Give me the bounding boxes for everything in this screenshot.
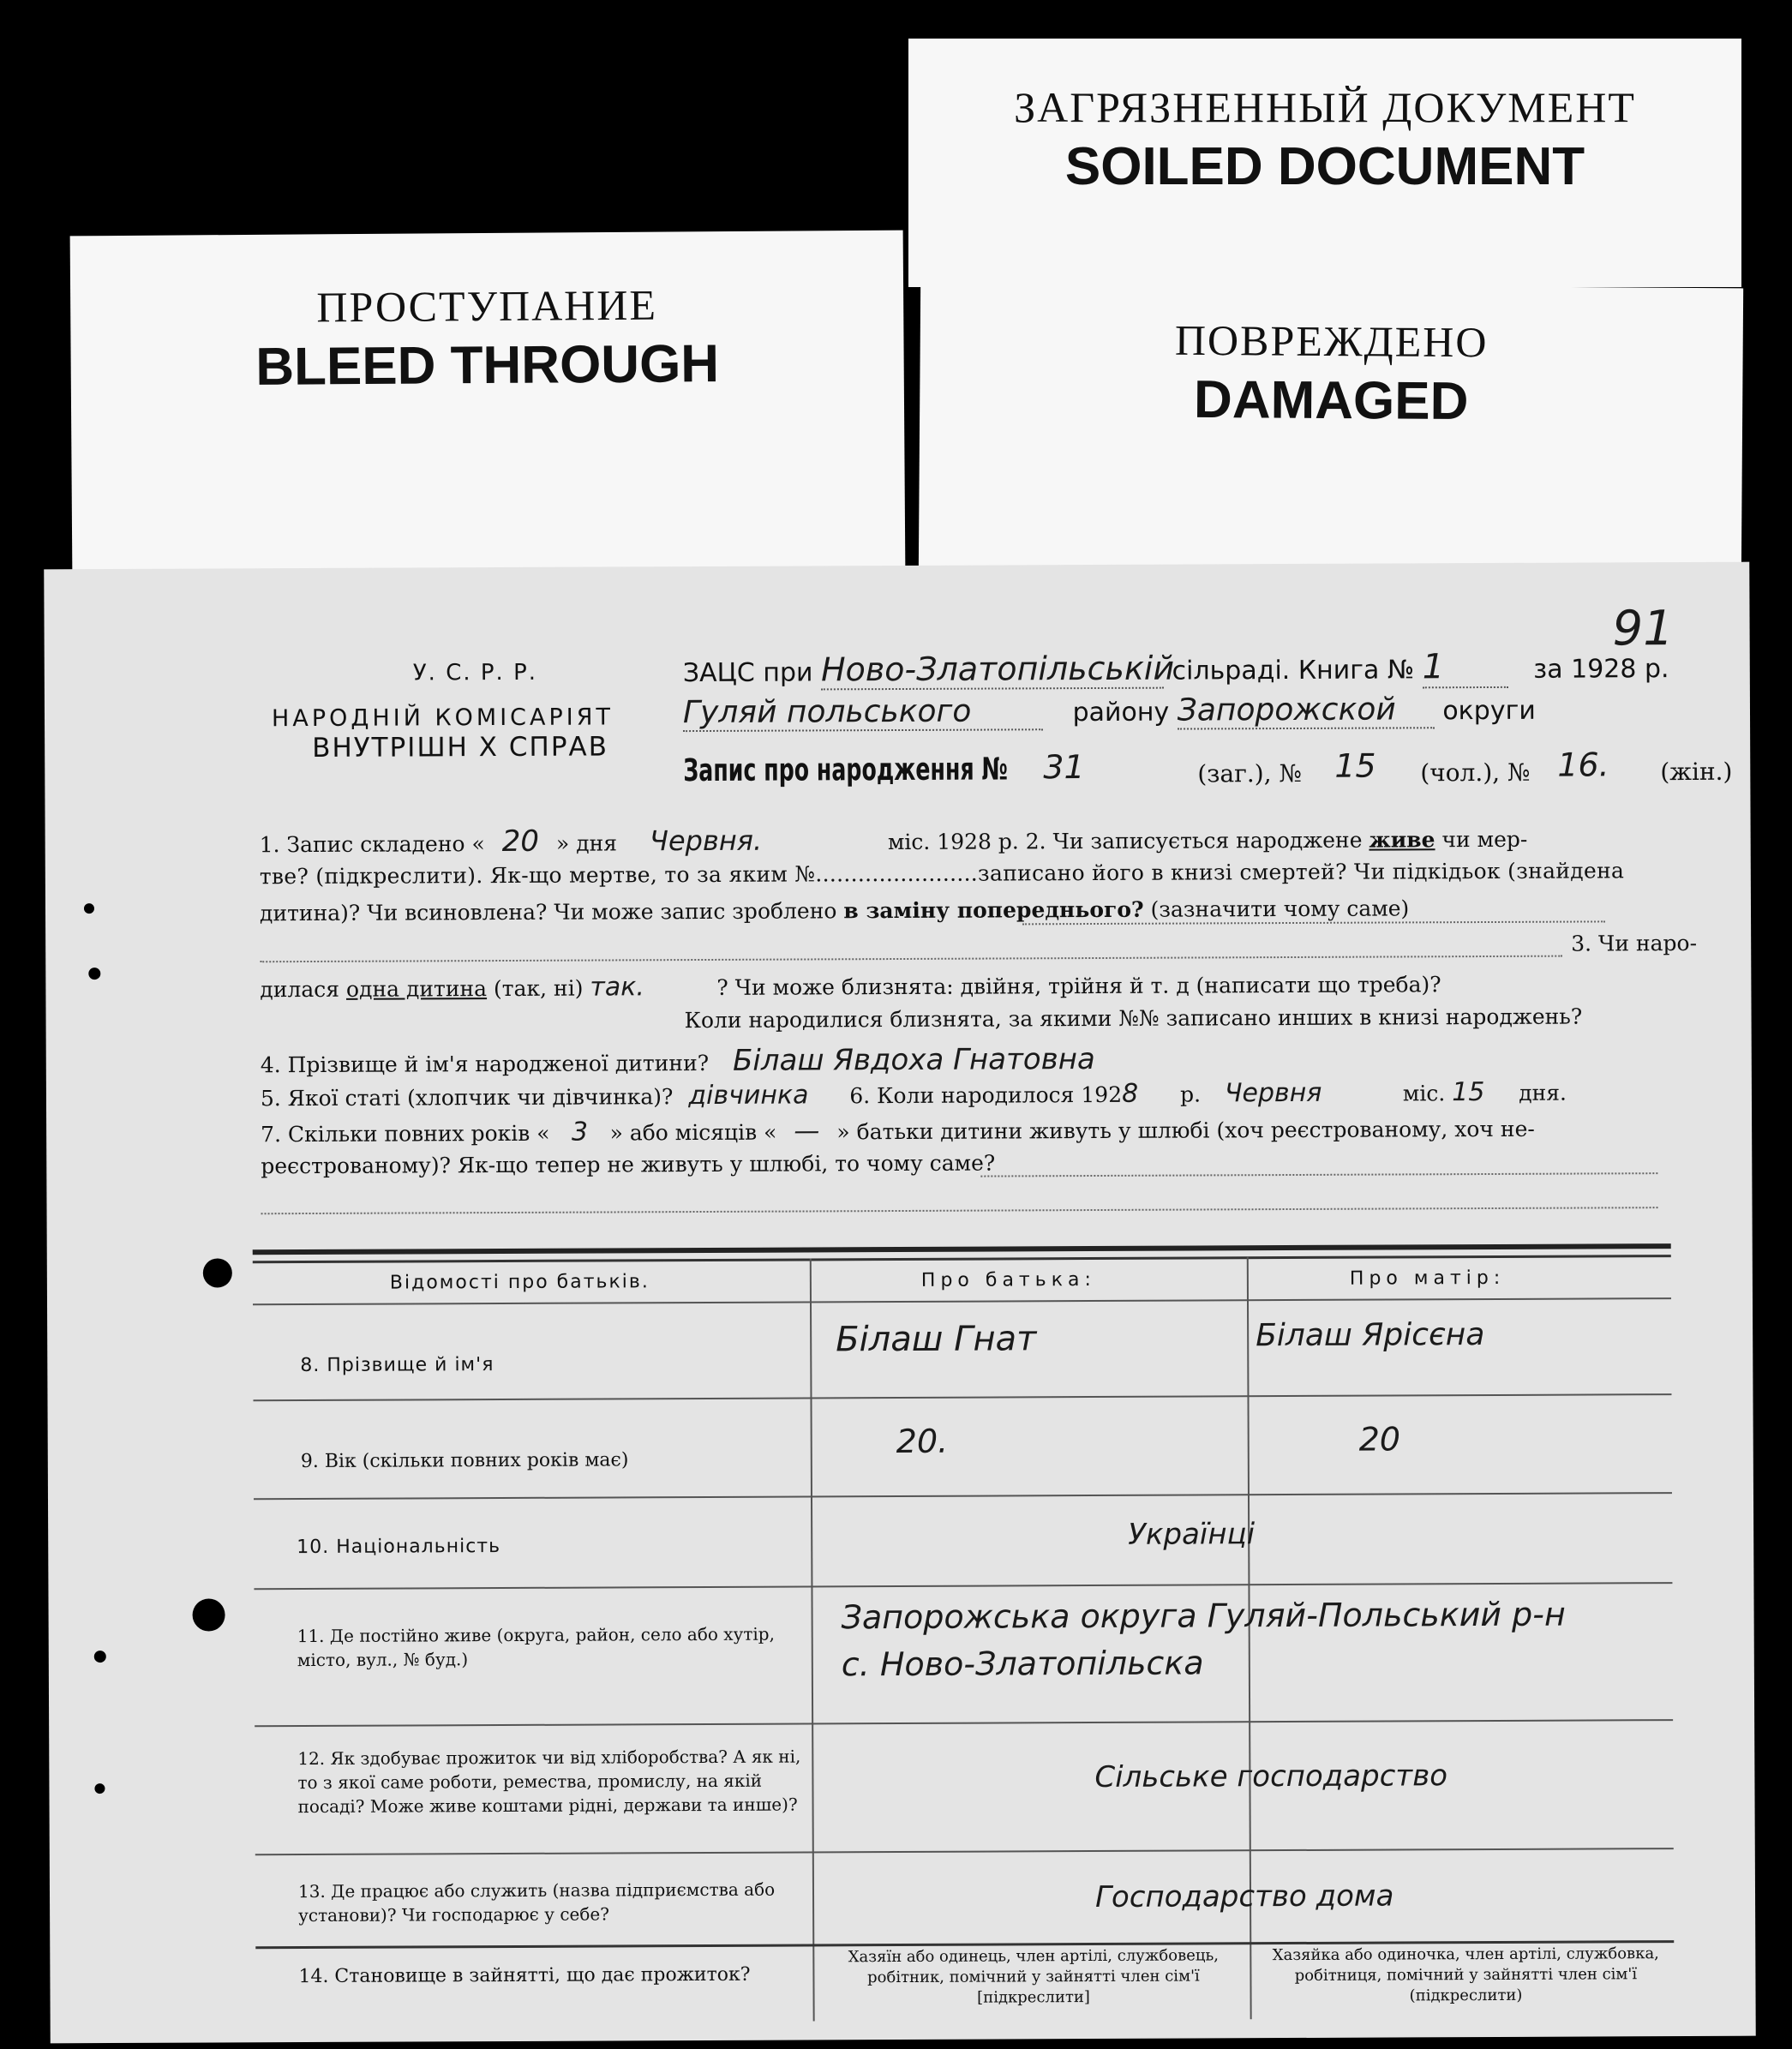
usrr-label: У. С. Р. Р.: [412, 659, 538, 686]
female-number: 16.: [1557, 746, 1609, 784]
l5-b: (так, ні): [493, 975, 584, 1002]
row-8-rule: [253, 1393, 1671, 1401]
mother-name: Білаш Ярісєна: [1256, 1317, 1485, 1354]
record-day: 20: [501, 824, 540, 860]
year-label: за 1928 р.: [1533, 654, 1669, 685]
marriage-years: 3: [571, 1117, 589, 1147]
punch-mark-3: [94, 1651, 106, 1663]
line-10: реєстрованому)? Як-що тепер не живуть у шлюбі, то чому саме?: [261, 1150, 996, 1179]
punch-mark-2: [88, 968, 100, 980]
row-10-rule: [254, 1582, 1672, 1590]
l1-c: міс. 1928 р. 2. Чи записується народжене: [887, 827, 1363, 855]
soiled-document-card: [908, 39, 1741, 287]
mother-age: 20: [1358, 1420, 1401, 1459]
district-label: району: [1072, 697, 1170, 728]
table-header-info: Відомості про батьків.: [389, 1271, 650, 1294]
table-header-mother: Про матір:: [1349, 1267, 1506, 1290]
record-month: Червня.: [649, 824, 763, 858]
workplace: Господарство дома: [1094, 1878, 1394, 1915]
page-number: 91: [1612, 601, 1674, 657]
line-3: [260, 896, 1409, 926]
bleed-label-en: BLEED THROUGH: [255, 334, 720, 397]
row-11-label: 11. Де постійно живе (округа, район, село або хутір, місто, вул., № буд.): [297, 1623, 775, 1671]
l1-alive: живе: [1369, 827, 1435, 853]
table-top-rule: [253, 1243, 1671, 1255]
record-title-line: [683, 746, 1746, 796]
table-header-rule: [253, 1297, 1671, 1305]
zhin-label: (жін.): [1660, 757, 1733, 787]
line-1: [260, 820, 1528, 860]
table-top-rule-2: [253, 1255, 1671, 1263]
birth-record-form: [44, 562, 1755, 2044]
row-14-label: 14. Становище в зайнятті, що дає прожиток?: [298, 1963, 751, 1988]
birth-day: 15: [1452, 1077, 1485, 1108]
zags-prefix: ЗАЦС при: [682, 657, 813, 689]
l9-c: » батьки дитини живуть у шлюбі (хоч реєстрованому, хоч не-: [836, 1116, 1535, 1145]
okruha-field: Запорожской: [1178, 692, 1435, 729]
punch-mark-4: [94, 1783, 105, 1794]
soiled-label-ru: ЗАГРЯЗНЕННЫЙ ДОКУМЕНТ: [1014, 83, 1636, 131]
l8-e: дня.: [1519, 1080, 1567, 1105]
l5-c: ? Чи може близнята: двійня, трійня й т. д (написати що треба)?: [716, 972, 1441, 1000]
okruha-label: округи: [1442, 695, 1536, 727]
l8-b: 6. Коли народилося 192: [849, 1081, 1123, 1109]
binding-hole-1: [203, 1258, 232, 1287]
punch-mark-1: [84, 903, 94, 914]
birth-year-digit: 8: [1122, 1078, 1139, 1109]
mother-occupation-options: Хазяйка або одиночка, член артілі, службовка, робітниця, помічний у зайнятті член сім'ї (підкреслити): [1272, 1944, 1659, 2005]
line-2: тве? (підкреслити). Як-що мертве, то за яким №.......................записано його в книзі смертей? Чи підкідьок (знайдена: [259, 858, 1625, 890]
child-sex: дівчинка: [688, 1080, 809, 1111]
line-5: [260, 968, 1441, 1004]
line-8: [261, 1077, 1567, 1113]
nationality: Українці: [1128, 1517, 1256, 1552]
line-10-dots: [980, 1172, 1657, 1177]
l3-bold: в заміну попереднього?: [843, 896, 1144, 924]
l3-a: дитина)? Чи всиновлена? Чи може запис зроблено: [259, 898, 837, 926]
l1-b: » дня: [555, 830, 618, 856]
father-age: 20.: [896, 1422, 949, 1461]
line-11-dots: [261, 1207, 1658, 1214]
row-10-label: 10. Національність: [297, 1536, 501, 1559]
male-number: 15: [1334, 746, 1376, 785]
row-9-label: 9. Вік (скільки повних років має): [300, 1449, 629, 1473]
book-number-field: 1: [1423, 647, 1508, 688]
bleed-through-card: [70, 231, 906, 579]
commissariat-line1: НАРОДНІЙ КОМІСАРІЯТ: [271, 704, 614, 733]
damaged-label-ru: ПОВРЕЖДЕНО: [1174, 315, 1489, 367]
child-name: Білаш Явдоха Гнатовна: [732, 1042, 1095, 1078]
l8-a: 5. Якої статі (хлопчик чи дівчинка)?: [260, 1084, 674, 1111]
row-8-label: 8. Прізвище й ім'я: [300, 1354, 494, 1377]
l5-a: дилася: [260, 976, 340, 1003]
l1-d: чи мер-: [1441, 826, 1528, 853]
bleed-label-ru: ПРОСТУПАНИЕ: [316, 280, 658, 332]
row-13-label: 13. Де працює або служить (назва підприємства або установи)? Чи господарює у себе?: [297, 1878, 776, 1926]
table-col-divider-1: [810, 1258, 815, 2021]
marriage-months: —: [794, 1116, 820, 1147]
table-header-father: Про батька:: [920, 1269, 1096, 1291]
line-4: 3. Чи наро-: [1571, 930, 1698, 956]
l9-a: 7. Скільки повних років «: [261, 1120, 550, 1147]
l9-b: » або місяців «: [609, 1119, 777, 1146]
row-9-rule: [254, 1492, 1672, 1500]
row-12-label: 12. Як здобуває прожиток чи від хліборобства? А як ні, то з якої саме роботи, ремества, промислу, на якій посаді? Може живе коштами рідні, держави та инше)?: [297, 1746, 801, 1818]
birth-month: Червня: [1224, 1077, 1322, 1109]
district-line: [683, 692, 1536, 732]
line-7: [261, 1042, 1095, 1080]
line-4-dots: [260, 956, 1562, 963]
district-field: Гуляй польського: [683, 693, 1043, 732]
record-title: Запис про народження №: [683, 752, 1008, 789]
l1-a: 1. Запис складено «: [259, 831, 485, 858]
l8-c: р.: [1179, 1081, 1202, 1107]
l8-d: міс.: [1402, 1081, 1446, 1106]
line-6: Коли народилися близнята, за якими №№ записано инших в книзі народжень?: [684, 1004, 1583, 1033]
binding-hole-2: [193, 1598, 225, 1631]
residence-line-1: Запорожська округа Гуляй-Польський р-н: [841, 1595, 1566, 1637]
record-number: 31: [1043, 748, 1085, 787]
row-11-rule: [255, 1719, 1673, 1727]
damaged-label-en: DAMAGED: [1193, 369, 1469, 432]
damaged-card: [919, 283, 1743, 580]
chol-label: (чол.), №: [1420, 758, 1531, 788]
line-9: [261, 1113, 1535, 1148]
l7-label: 4. Прізвище й ім'я народженої дитини?: [260, 1050, 710, 1078]
father-name: Білаш Гнат: [836, 1319, 1037, 1360]
livelihood: Сільське господарство: [1094, 1758, 1448, 1795]
commissariat-line2: ВНУТРІШН Х СПРАВ: [312, 731, 609, 764]
zags-line: [683, 646, 1669, 692]
village-council-field: Ново-Златопільській: [820, 649, 1175, 689]
village-council-suffix: сільраді. Книга №: [1172, 655, 1415, 686]
single-birth-answer: так.: [590, 972, 644, 1003]
residence-line-2: с. Ново-Златопільска: [841, 1644, 1204, 1684]
l5-one: одна дитина: [345, 976, 488, 1002]
row-12-rule: [255, 1848, 1674, 1855]
l3-b: (зазначити чому саме): [1150, 896, 1410, 922]
zag-label: (заг.), №: [1197, 758, 1303, 788]
soiled-label-en: SOILED DOCUMENT: [1064, 137, 1585, 196]
father-occupation-options: Хазяїн або одинець, член артілі, службовець, робітник, помічний у зайнятті член сім'ї [підкреслити]: [848, 1946, 1219, 2007]
